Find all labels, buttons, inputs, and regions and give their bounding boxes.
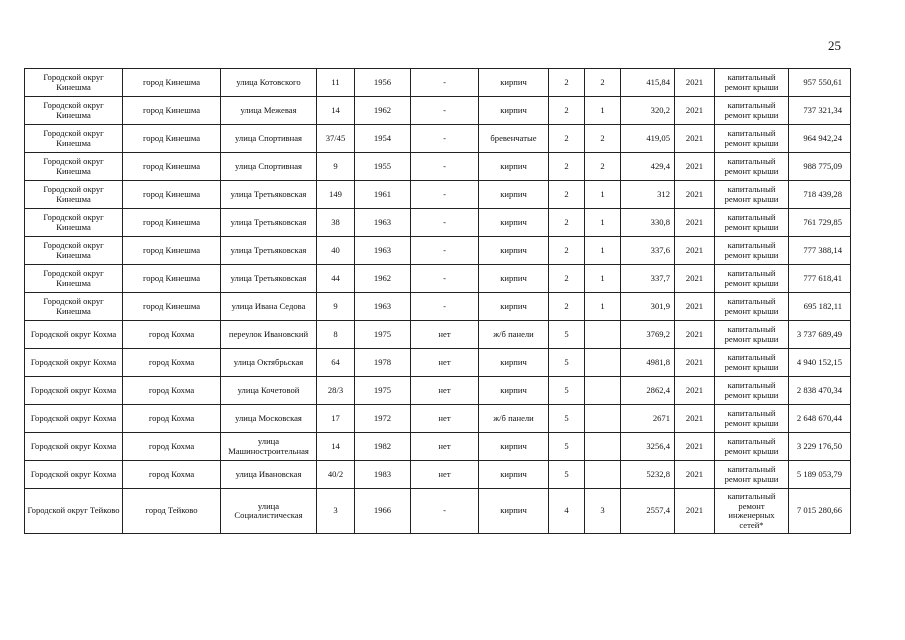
work-type-cell: капитальный ремонт крыши <box>715 405 789 433</box>
house-number-cell: 28/3 <box>317 377 355 405</box>
cost-cell: 5 189 053,79 <box>789 461 851 489</box>
year-cell: 1963 <box>355 293 411 321</box>
table-row <box>25 461 851 489</box>
table-row <box>25 489 851 534</box>
table-row <box>25 433 851 461</box>
table-row <box>25 265 851 293</box>
area-cell: 2862,4 <box>621 377 675 405</box>
year-cell: 1963 <box>355 237 411 265</box>
material-cell: кирпич <box>479 489 549 534</box>
city-cell: город Кинешма <box>123 153 221 181</box>
floors-cell: 5 <box>549 321 585 349</box>
cost-cell: 3 229 176,50 <box>789 433 851 461</box>
house-number-cell: 40/2 <box>317 461 355 489</box>
table-row <box>25 237 851 265</box>
cost-cell: 737 321,34 <box>789 97 851 125</box>
wall-flag-cell: - <box>411 237 479 265</box>
city-cell: город Тейково <box>123 489 221 534</box>
cost-cell: 718 439,28 <box>789 181 851 209</box>
district-cell: Городской округ Кохма <box>25 433 123 461</box>
district-cell: Городской округ Кинешма <box>25 293 123 321</box>
table-row <box>25 293 851 321</box>
wall-flag-cell: - <box>411 265 479 293</box>
floors-cell: 2 <box>549 209 585 237</box>
repair-year-cell: 2021 <box>675 237 715 265</box>
work-type-cell: капитальный ремонт крыши <box>715 209 789 237</box>
work-type-cell: капитальный ремонт крыши <box>715 433 789 461</box>
material-cell: кирпич <box>479 377 549 405</box>
cost-cell: 988 775,09 <box>789 153 851 181</box>
wall-flag-cell: нет <box>411 433 479 461</box>
floors-cell: 5 <box>549 433 585 461</box>
city-cell: город Кохма <box>123 433 221 461</box>
work-type-cell: капитальный ремонт крыши <box>715 181 789 209</box>
material-cell: кирпич <box>479 461 549 489</box>
repair-year-cell: 2021 <box>675 405 715 433</box>
city-cell: город Кинешма <box>123 97 221 125</box>
district-cell: Городской округ Кинешма <box>25 265 123 293</box>
floors-cell: 2 <box>549 69 585 97</box>
entrances-cell <box>585 377 621 405</box>
material-cell: кирпич <box>479 349 549 377</box>
material-cell: кирпич <box>479 153 549 181</box>
table-row <box>25 181 851 209</box>
street-cell: улица Третьяковская <box>221 265 317 293</box>
wall-flag-cell: - <box>411 153 479 181</box>
repair-year-cell: 2021 <box>675 293 715 321</box>
work-type-cell: капитальный ремонт крыши <box>715 293 789 321</box>
year-cell: 1956 <box>355 69 411 97</box>
cost-cell: 964 942,24 <box>789 125 851 153</box>
house-number-cell: 38 <box>317 209 355 237</box>
floors-cell: 2 <box>549 237 585 265</box>
wall-flag-cell: - <box>411 181 479 209</box>
work-type-cell: капитальный ремонт крыши <box>715 125 789 153</box>
street-cell: улица Межевая <box>221 97 317 125</box>
floors-cell: 2 <box>549 181 585 209</box>
house-number-cell: 11 <box>317 69 355 97</box>
city-cell: город Кинешма <box>123 265 221 293</box>
city-cell: город Кохма <box>123 405 221 433</box>
entrances-cell <box>585 349 621 377</box>
work-type-cell: капитальный ремонт инженерных сетей* <box>715 489 789 534</box>
entrances-cell: 1 <box>585 97 621 125</box>
repair-year-cell: 2021 <box>675 489 715 534</box>
district-cell: Городской округ Кинешма <box>25 209 123 237</box>
cost-cell: 777 388,14 <box>789 237 851 265</box>
material-cell: кирпич <box>479 209 549 237</box>
floors-cell: 4 <box>549 489 585 534</box>
district-cell: Городской округ Кинешма <box>25 97 123 125</box>
wall-flag-cell: - <box>411 293 479 321</box>
cost-cell: 777 618,41 <box>789 265 851 293</box>
wall-flag-cell: нет <box>411 377 479 405</box>
material-cell: ж/б панели <box>479 321 549 349</box>
floors-cell: 2 <box>549 153 585 181</box>
area-cell: 4981,8 <box>621 349 675 377</box>
entrances-cell: 1 <box>585 293 621 321</box>
cost-cell: 761 729,85 <box>789 209 851 237</box>
floors-cell: 2 <box>549 293 585 321</box>
street-cell: улица Октябрьская <box>221 349 317 377</box>
repair-year-cell: 2021 <box>675 153 715 181</box>
entrances-cell: 2 <box>585 69 621 97</box>
entrances-cell <box>585 405 621 433</box>
material-cell: кирпич <box>479 265 549 293</box>
house-number-cell: 3 <box>317 489 355 534</box>
entrances-cell: 1 <box>585 237 621 265</box>
street-cell: улица Котовского <box>221 69 317 97</box>
street-cell: улица Машиностроительная <box>221 433 317 461</box>
repair-year-cell: 2021 <box>675 433 715 461</box>
material-cell: кирпич <box>479 69 549 97</box>
repair-year-cell: 2021 <box>675 321 715 349</box>
cost-cell: 4 940 152,15 <box>789 349 851 377</box>
wall-flag-cell: - <box>411 97 479 125</box>
area-cell: 320,2 <box>621 97 675 125</box>
table-row <box>25 405 851 433</box>
entrances-cell <box>585 433 621 461</box>
year-cell: 1966 <box>355 489 411 534</box>
floors-cell: 5 <box>549 405 585 433</box>
year-cell: 1983 <box>355 461 411 489</box>
work-type-cell: капитальный ремонт крыши <box>715 265 789 293</box>
house-number-cell: 44 <box>317 265 355 293</box>
entrances-cell: 3 <box>585 489 621 534</box>
city-cell: город Кинешма <box>123 125 221 153</box>
area-cell: 337,7 <box>621 265 675 293</box>
cost-cell: 2 838 470,34 <box>789 377 851 405</box>
work-type-cell: капитальный ремонт крыши <box>715 349 789 377</box>
house-number-cell: 8 <box>317 321 355 349</box>
entrances-cell: 2 <box>585 153 621 181</box>
street-cell: улица Московская <box>221 405 317 433</box>
area-cell: 5232,8 <box>621 461 675 489</box>
year-cell: 1982 <box>355 433 411 461</box>
district-cell: Городской округ Кинешма <box>25 69 123 97</box>
street-cell: переулок Ивановский <box>221 321 317 349</box>
table-row <box>25 209 851 237</box>
wall-flag-cell: - <box>411 125 479 153</box>
city-cell: город Кинешма <box>123 69 221 97</box>
table-row <box>25 349 851 377</box>
house-number-cell: 40 <box>317 237 355 265</box>
area-cell: 415,84 <box>621 69 675 97</box>
year-cell: 1955 <box>355 153 411 181</box>
house-number-cell: 9 <box>317 293 355 321</box>
street-cell: улица Третьяковская <box>221 209 317 237</box>
area-cell: 337,6 <box>621 237 675 265</box>
repair-year-cell: 2021 <box>675 209 715 237</box>
district-cell: Городской округ Кинешма <box>25 125 123 153</box>
street-cell: улица Социалистическая <box>221 489 317 534</box>
cost-cell: 957 550,61 <box>789 69 851 97</box>
district-cell: Городской округ Кинешма <box>25 153 123 181</box>
page-number: 25 <box>828 38 841 53</box>
city-cell: город Кохма <box>123 377 221 405</box>
table-row <box>25 321 851 349</box>
table-row <box>25 153 851 181</box>
city-cell: город Кинешма <box>123 181 221 209</box>
year-cell: 1975 <box>355 377 411 405</box>
area-cell: 3769,2 <box>621 321 675 349</box>
entrances-cell: 1 <box>585 181 621 209</box>
city-cell: город Кинешма <box>123 237 221 265</box>
entrances-cell <box>585 321 621 349</box>
repair-year-cell: 2021 <box>675 265 715 293</box>
repair-year-cell: 2021 <box>675 461 715 489</box>
area-cell: 2671 <box>621 405 675 433</box>
wall-flag-cell: нет <box>411 461 479 489</box>
material-cell: кирпич <box>479 97 549 125</box>
area-cell: 312 <box>621 181 675 209</box>
table-row <box>25 377 851 405</box>
material-cell: кирпич <box>479 237 549 265</box>
cost-cell: 7 015 280,66 <box>789 489 851 534</box>
table-row <box>25 69 851 97</box>
house-number-cell: 64 <box>317 349 355 377</box>
district-cell: Городской округ Кохма <box>25 461 123 489</box>
work-type-cell: капитальный ремонт крыши <box>715 377 789 405</box>
table-body <box>25 69 851 534</box>
street-cell: улица Спортивная <box>221 125 317 153</box>
work-type-cell: капитальный ремонт крыши <box>715 97 789 125</box>
repair-year-cell: 2021 <box>675 97 715 125</box>
area-cell: 330,8 <box>621 209 675 237</box>
cost-cell: 3 737 689,49 <box>789 321 851 349</box>
district-cell: Городской округ Кохма <box>25 349 123 377</box>
street-cell: улица Кочетовой <box>221 377 317 405</box>
material-cell: бревенчатые <box>479 125 549 153</box>
wall-flag-cell: - <box>411 209 479 237</box>
house-number-cell: 37/45 <box>317 125 355 153</box>
year-cell: 1963 <box>355 209 411 237</box>
area-cell: 2557,4 <box>621 489 675 534</box>
material-cell: ж/б панели <box>479 405 549 433</box>
area-cell: 3256,4 <box>621 433 675 461</box>
work-type-cell: капитальный ремонт крыши <box>715 237 789 265</box>
year-cell: 1972 <box>355 405 411 433</box>
wall-flag-cell: нет <box>411 349 479 377</box>
repair-table <box>24 68 851 534</box>
house-number-cell: 9 <box>317 153 355 181</box>
house-number-cell: 17 <box>317 405 355 433</box>
area-cell: 429,4 <box>621 153 675 181</box>
material-cell: кирпич <box>479 433 549 461</box>
work-type-cell: капитальный ремонт крыши <box>715 153 789 181</box>
table-row <box>25 125 851 153</box>
entrances-cell: 1 <box>585 265 621 293</box>
entrances-cell: 1 <box>585 209 621 237</box>
city-cell: город Кинешма <box>123 293 221 321</box>
work-type-cell: капитальный ремонт крыши <box>715 69 789 97</box>
floors-cell: 2 <box>549 125 585 153</box>
district-cell: Городской округ Кинешма <box>25 237 123 265</box>
street-cell: улица Спортивная <box>221 153 317 181</box>
floors-cell: 5 <box>549 377 585 405</box>
city-cell: город Кинешма <box>123 209 221 237</box>
district-cell: Городской округ Кохма <box>25 321 123 349</box>
city-cell: город Кохма <box>123 461 221 489</box>
repair-year-cell: 2021 <box>675 69 715 97</box>
house-number-cell: 14 <box>317 97 355 125</box>
street-cell: улица Ивана Седова <box>221 293 317 321</box>
area-cell: 419,05 <box>621 125 675 153</box>
street-cell: улица Третьяковская <box>221 181 317 209</box>
year-cell: 1954 <box>355 125 411 153</box>
house-number-cell: 149 <box>317 181 355 209</box>
material-cell: кирпич <box>479 181 549 209</box>
year-cell: 1962 <box>355 97 411 125</box>
wall-flag-cell: - <box>411 69 479 97</box>
work-type-cell: капитальный ремонт крыши <box>715 461 789 489</box>
wall-flag-cell: нет <box>411 405 479 433</box>
area-cell: 301,9 <box>621 293 675 321</box>
year-cell: 1978 <box>355 349 411 377</box>
district-cell: Городской округ Тейково <box>25 489 123 534</box>
year-cell: 1961 <box>355 181 411 209</box>
street-cell: улица Ивановская <box>221 461 317 489</box>
floors-cell: 5 <box>549 461 585 489</box>
entrances-cell: 2 <box>585 125 621 153</box>
wall-flag-cell: нет <box>411 321 479 349</box>
wall-flag-cell: - <box>411 489 479 534</box>
repair-year-cell: 2021 <box>675 349 715 377</box>
floors-cell: 2 <box>549 265 585 293</box>
repair-year-cell: 2021 <box>675 181 715 209</box>
year-cell: 1962 <box>355 265 411 293</box>
work-type-cell: капитальный ремонт крыши <box>715 321 789 349</box>
city-cell: город Кохма <box>123 321 221 349</box>
material-cell: кирпич <box>479 293 549 321</box>
repair-year-cell: 2021 <box>675 125 715 153</box>
table-row <box>25 97 851 125</box>
floors-cell: 5 <box>549 349 585 377</box>
house-number-cell: 14 <box>317 433 355 461</box>
repair-year-cell: 2021 <box>675 377 715 405</box>
cost-cell: 695 182,11 <box>789 293 851 321</box>
district-cell: Городской округ Кохма <box>25 405 123 433</box>
entrances-cell <box>585 461 621 489</box>
year-cell: 1975 <box>355 321 411 349</box>
district-cell: Городской округ Кинешма <box>25 181 123 209</box>
street-cell: улица Третьяковская <box>221 237 317 265</box>
floors-cell: 2 <box>549 97 585 125</box>
district-cell: Городской округ Кохма <box>25 377 123 405</box>
cost-cell: 2 648 670,44 <box>789 405 851 433</box>
city-cell: город Кохма <box>123 349 221 377</box>
